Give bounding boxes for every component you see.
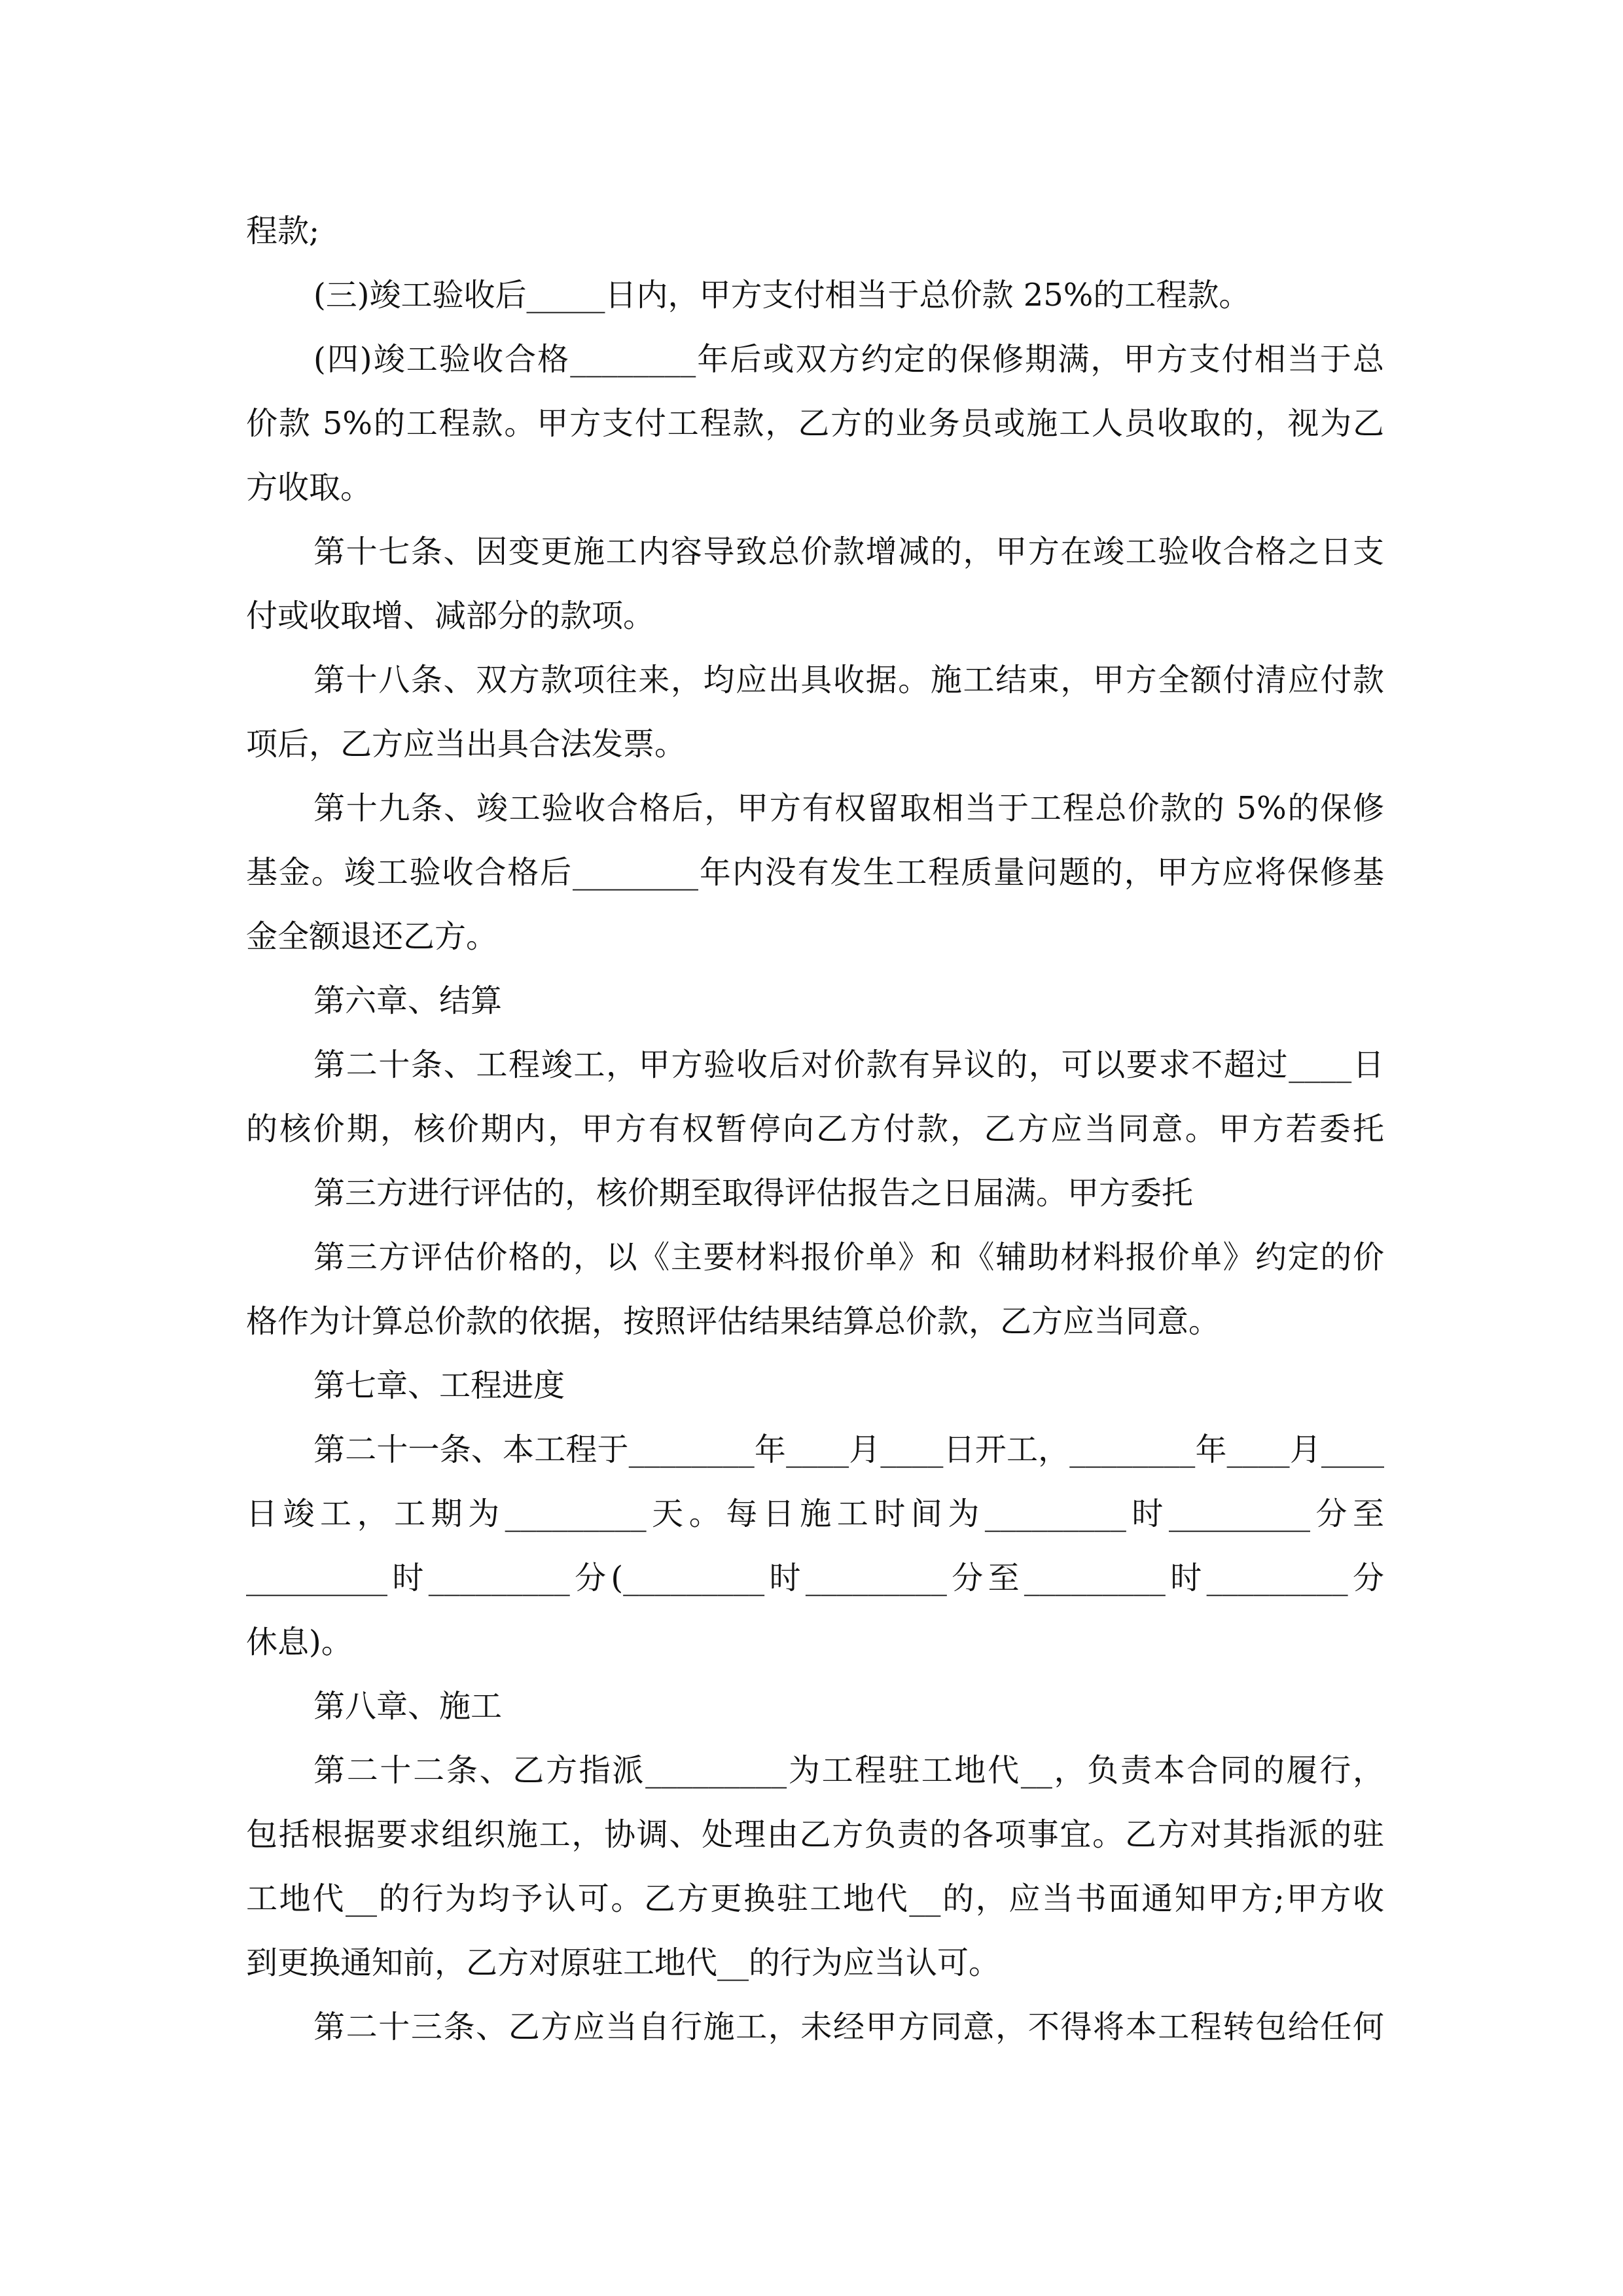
text-line: 工地代__的行为均予认可。乙方更换驻工地代__的，应当书面通知甲方;甲方收 — [246, 1880, 1384, 1917]
text-line: 第十七条、因变更施工内容导致总价款增减的，甲方在竣工验收合格之日支 — [313, 533, 1384, 570]
paragraph — [246, 327, 1384, 520]
text-line: 基金。竣工验收合格后________年内没有发生工程质量问题的，甲方应将保修基 — [246, 854, 1384, 891]
document-body — [246, 199, 1384, 2059]
text-line: 日竣工，工期为_________天。每日施工时间为_________时_________分至 — [246, 1496, 1384, 1532]
text-line: 第二十条、工程竣工，甲方验收后对价款有异议的，可以要求不超过____日 — [313, 1047, 1384, 1083]
paragraph — [246, 520, 1384, 648]
paragraph — [246, 199, 1384, 263]
text-line: 休息)。 — [246, 1624, 353, 1660]
paragraph — [246, 1995, 1384, 2059]
text-line: 第二十三条、乙方应当自行施工，未经甲方同意，不得将本工程转包给任何 — [313, 2009, 1384, 2045]
text-line: 程款; — [246, 213, 320, 249]
text-line: _________时_________分(_________时_________分至_________时_________分 — [246, 1560, 1384, 1596]
paragraph — [246, 263, 1384, 327]
text-line: 第二十一条、本工程于________年____月____日开工，________年____月____ — [313, 1431, 1384, 1468]
text-line: 第六章、结算 — [313, 982, 503, 1019]
text-line: 项后，乙方应当出具合法发票。 — [246, 726, 687, 762]
paragraph — [246, 1418, 1384, 1674]
paragraph — [246, 1738, 1384, 1995]
text-line: 金全额退还乙方。 — [246, 918, 498, 955]
text-line: 包括根据要求组织施工，协调、处理由乙方负责的各项事宜。乙方对其指派的驻 — [246, 1816, 1384, 1853]
text-line: 到更换通知前，乙方对原驻工地代__的行为应当认可。 — [246, 1945, 1001, 1981]
chapter-heading — [246, 1354, 1384, 1418]
text-line: 第二十二条、乙方指派_________为工程驻工地代__，负责本合同的履行， — [313, 1752, 1384, 1789]
text-line: 价款 5%的工程款。甲方支付工程款，乙方的业务员或施工人员收取的，视为乙 — [246, 405, 1384, 442]
text-line: 付或收取增、减部分的款项。 — [246, 598, 655, 634]
paragraph — [246, 1033, 1384, 1161]
paragraph — [246, 1161, 1384, 1225]
text-line: 第十八条、双方款项往来，均应出具收据。施工结束，甲方全额付清应付款 — [313, 662, 1384, 698]
text-line: 第八章、施工 — [313, 1688, 503, 1725]
paragraph — [246, 1225, 1384, 1354]
paragraph — [246, 776, 1384, 969]
text-line: 第三方进行评估的，核价期至取得评估报告之日届满。甲方委托 — [313, 1175, 1194, 1211]
chapter-heading — [246, 1674, 1384, 1738]
text-line: 格作为计算总价款的依据，按照评估结果结算总价款，乙方应当同意。 — [246, 1303, 1221, 1340]
text-line: (四)竣工验收合格________年后或双方约定的保修期满，甲方支付相当于总 — [313, 341, 1384, 378]
text-line: 第十九条、竣工验收合格后，甲方有权留取相当于工程总价款的 5%的保修 — [313, 790, 1384, 827]
text-line: (三)竣工验收后_____日内，甲方支付相当于总价款 25%的工程款。 — [313, 277, 1251, 314]
chapter-heading — [246, 969, 1384, 1033]
text-line: 第三方评估价格的，以《主要材料报价单》和《辅助材料报价单》约定的价 — [313, 1239, 1384, 1276]
text-line: 方收取。 — [246, 469, 372, 506]
text-line: 第七章、工程进度 — [313, 1367, 565, 1404]
paragraph — [246, 648, 1384, 776]
text-line: 的核价期，核价期内，甲方有权暂停向乙方付款，乙方应当同意。甲方若委托 — [246, 1111, 1384, 1147]
